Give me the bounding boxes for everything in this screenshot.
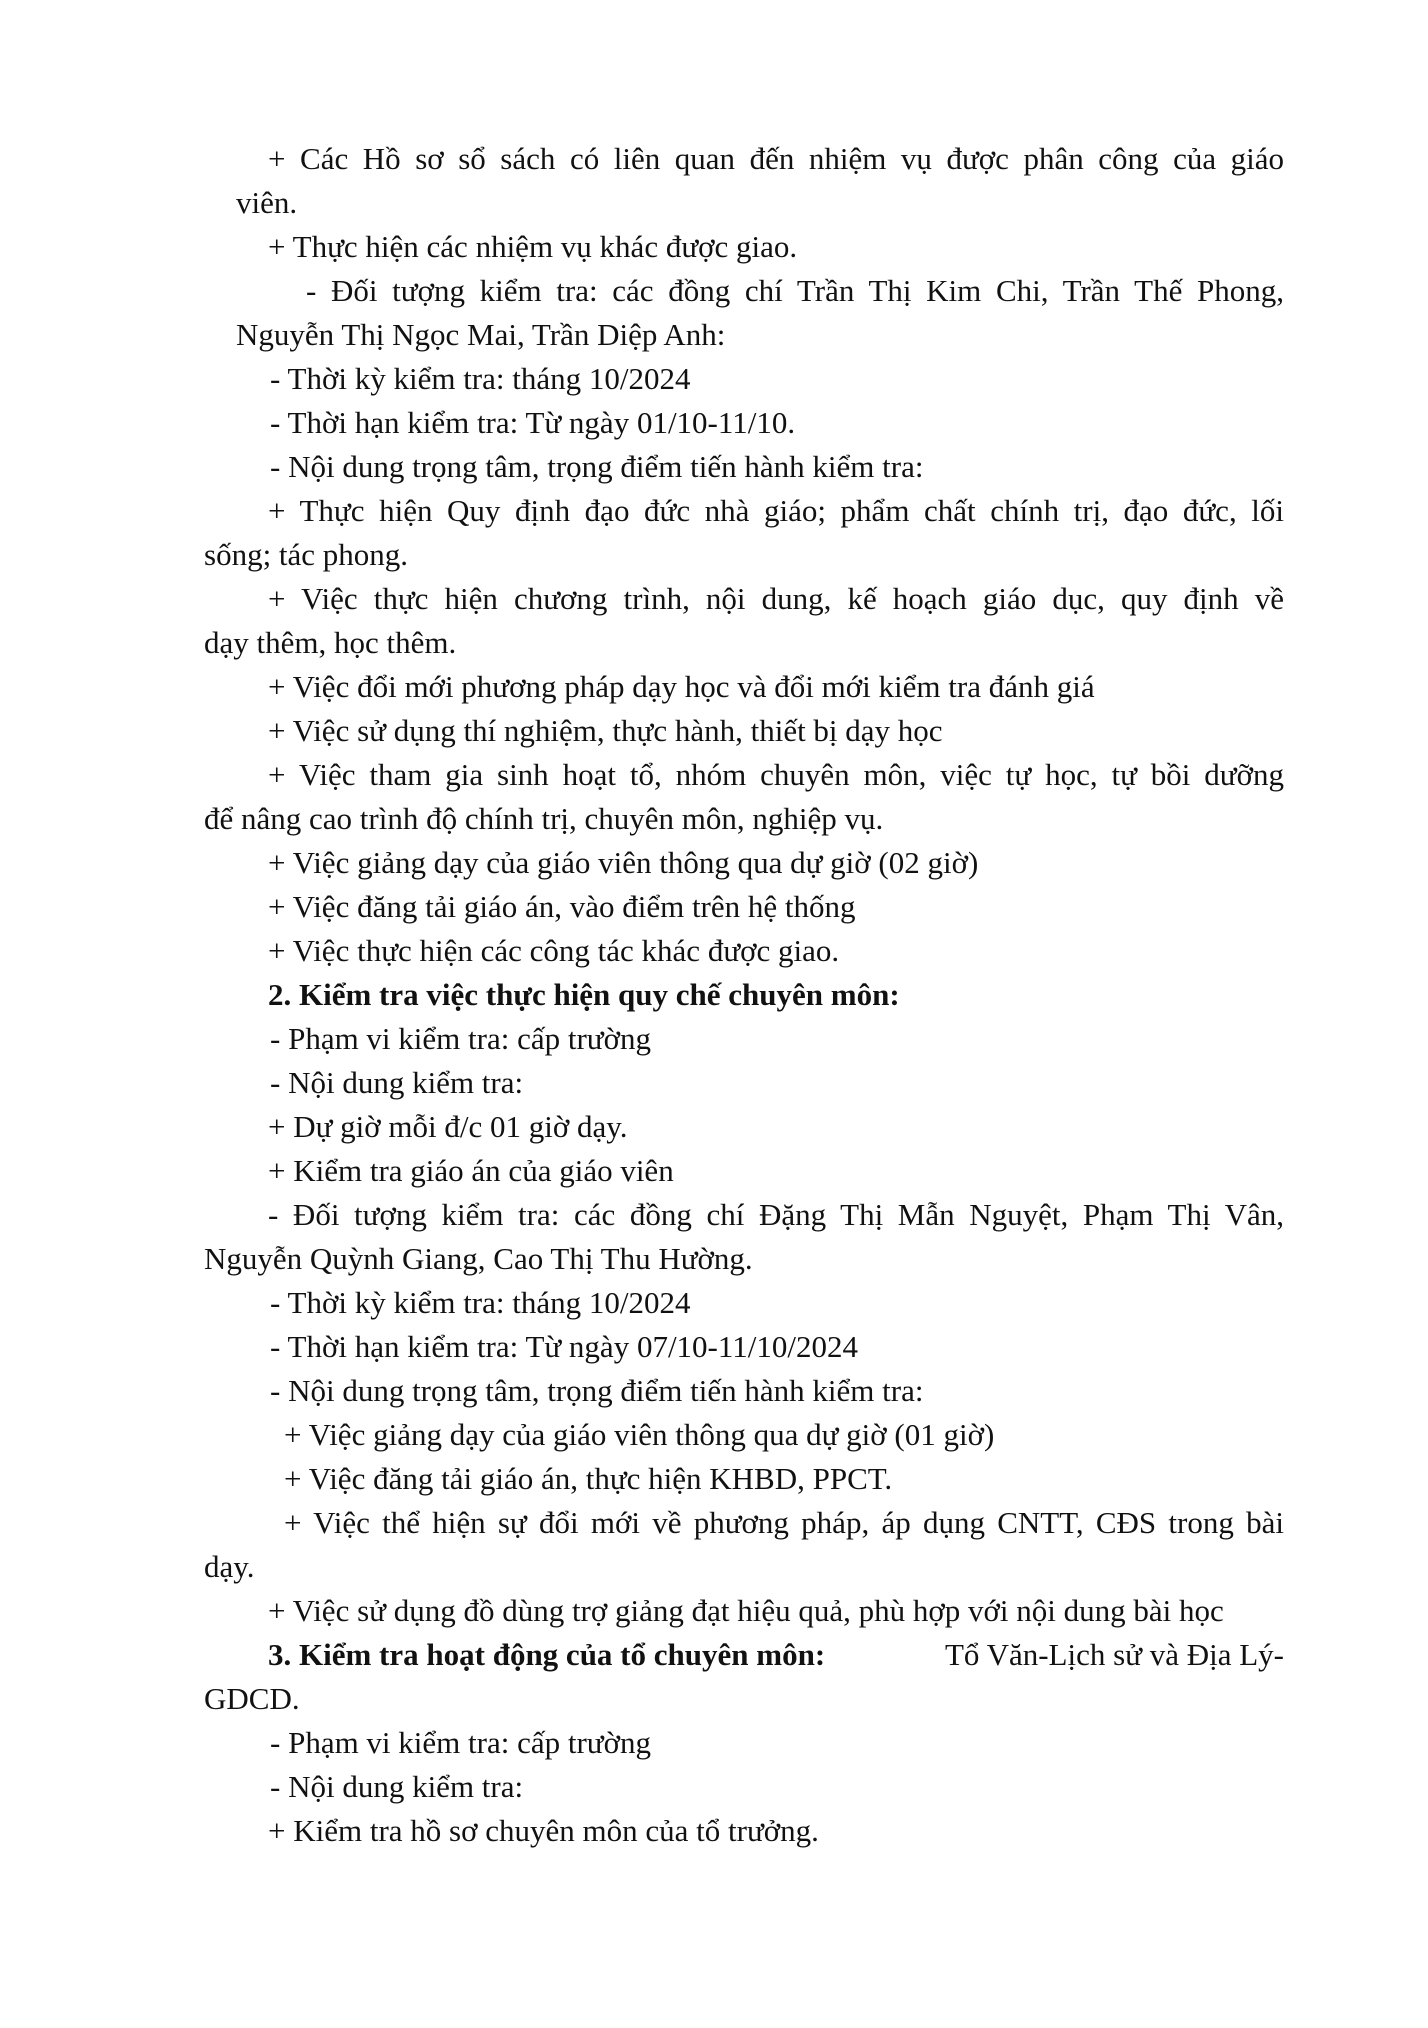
text-line: + Việc đăng tải giáo án, thực hiện KHBD, PPCT. bbox=[284, 1461, 893, 1496]
text-line: + Dự giờ mỗi đ/c 01 giờ dạy. bbox=[268, 1109, 628, 1144]
text-line: - Nội dung kiểm tra: bbox=[270, 1065, 524, 1100]
text-line: viên. bbox=[236, 185, 298, 220]
section-heading-line bbox=[268, 1636, 1284, 1674]
text-line: + Thực hiện Quy định đạo đức nhà giáo; phẩm chất chính trị, đạo đức, lối bbox=[268, 493, 1284, 528]
text-line: - Nội dung trọng tâm, trọng điểm tiến hành kiểm tra: bbox=[270, 449, 924, 484]
section-heading-detail: Tổ Văn-Lịch sử và Địa Lý- bbox=[944, 1637, 1284, 1672]
text-line: - Thời hạn kiểm tra: Từ ngày 01/10-11/10. bbox=[270, 405, 796, 440]
text-line: - Nội dung trọng tâm, trọng điểm tiến hành kiểm tra: bbox=[270, 1373, 924, 1408]
text-line: - Phạm vi kiểm tra: cấp trường bbox=[270, 1021, 651, 1056]
text-line: + Việc tham gia sinh hoạt tổ, nhóm chuyên môn, việc tự học, tự bồi dưỡng bbox=[268, 757, 1284, 792]
text-line: + Việc giảng dạy của giáo viên thông qua dự giờ (02 giờ) bbox=[268, 845, 979, 880]
text-line: + Kiểm tra hồ sơ chuyên môn của tổ trưởng. bbox=[268, 1813, 819, 1848]
section-heading: 2. Kiểm tra việc thực hiện quy chế chuyên môn: bbox=[268, 977, 900, 1012]
text-line: - Thời hạn kiểm tra: Từ ngày 07/10-11/10/2024 bbox=[270, 1329, 858, 1364]
text-line: dạy thêm, học thêm. bbox=[204, 625, 457, 660]
text-line: GDCD. bbox=[204, 1681, 300, 1716]
text-line: + Việc thể hiện sự đổi mới về phương pháp, áp dụng CNTT, CĐS trong bài bbox=[284, 1505, 1284, 1540]
text-line: + Việc sử dụng thí nghiệm, thực hành, thiết bị dạy học bbox=[268, 713, 943, 748]
text-line: + Việc đăng tải giáo án, vào điểm trên hệ thống bbox=[268, 889, 856, 924]
text-line: - Nội dung kiểm tra: bbox=[270, 1769, 524, 1804]
text-line: + Các Hồ sơ sổ sách có liên quan đến nhiệm vụ được phân công của giáo bbox=[268, 141, 1284, 176]
text-line: + Việc giảng dạy của giáo viên thông qua dự giờ (01 giờ) bbox=[284, 1417, 995, 1452]
text-line: + Kiểm tra giáo án của giáo viên bbox=[268, 1153, 674, 1188]
text-line: dạy. bbox=[204, 1549, 255, 1584]
text-line: + Việc thực hiện chương trình, nội dung, kế hoạch giáo dục, quy định về bbox=[268, 581, 1284, 616]
text-line: + Việc đổi mới phương pháp dạy học và đổi mới kiểm tra đánh giá bbox=[268, 669, 1095, 704]
text-line: - Đối tượng kiểm tra: các đồng chí Đặng Thị Mẫn Nguyệt, Phạm Thị Vân, bbox=[268, 1197, 1284, 1232]
text-line: - Thời kỳ kiểm tra: tháng 10/2024 bbox=[270, 1285, 691, 1320]
text-line: + Việc sử dụng đồ dùng trợ giảng đạt hiệu quả, phù hợp với nội dung bài học bbox=[268, 1593, 1224, 1628]
text-line: sống; tác phong. bbox=[204, 537, 409, 572]
text-line: để nâng cao trình độ chính trị, chuyên môn, nghiệp vụ. bbox=[204, 801, 884, 836]
text-line: - Phạm vi kiểm tra: cấp trường bbox=[270, 1725, 651, 1760]
section-heading: 3. Kiểm tra hoạt động của tổ chuyên môn: bbox=[268, 1637, 826, 1672]
text-line: + Việc thực hiện các công tác khác được giao. bbox=[268, 933, 840, 968]
text-line: - Thời kỳ kiểm tra: tháng 10/2024 bbox=[270, 361, 691, 396]
text-line: Nguyễn Thị Ngọc Mai, Trần Diệp Anh: bbox=[236, 317, 726, 352]
text-line: + Thực hiện các nhiệm vụ khác được giao. bbox=[268, 229, 798, 264]
text-line: Nguyễn Quỳnh Giang, Cao Thị Thu Hường. bbox=[204, 1241, 753, 1276]
text-line: - Đối tượng kiểm tra: các đồng chí Trần Thị Kim Chi, Trần Thế Phong, bbox=[306, 273, 1284, 308]
